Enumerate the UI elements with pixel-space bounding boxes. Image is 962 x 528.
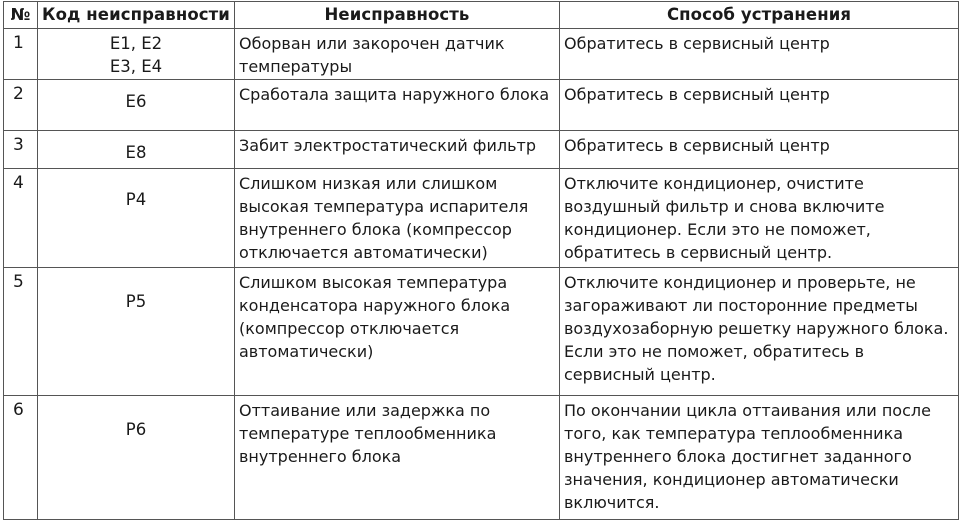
row-fault-text: Оттаивание или задержка по температуре теплообменника внутреннего блока bbox=[239, 401, 497, 466]
row-fault bbox=[235, 396, 560, 520]
row-fix bbox=[560, 396, 959, 520]
row-code-text: E8 bbox=[125, 143, 147, 162]
row-num: 5 bbox=[4, 268, 38, 396]
row-fault bbox=[235, 268, 560, 396]
table-row bbox=[4, 131, 959, 169]
row-num: 3 bbox=[4, 131, 38, 169]
row-fix bbox=[560, 80, 959, 131]
header-num: № bbox=[4, 2, 38, 29]
table-row bbox=[4, 29, 959, 80]
row-code-text: E1, E2 E3, E4 bbox=[109, 34, 163, 76]
row-fault bbox=[235, 169, 560, 268]
header-fix: Способ устранения bbox=[560, 2, 959, 29]
row-fix-text: Обратитесь в сервисный центр bbox=[564, 85, 830, 104]
row-fault bbox=[235, 131, 560, 169]
row-code bbox=[38, 80, 235, 131]
row-code-text: P6 bbox=[125, 420, 147, 439]
row-code-text: E6 bbox=[125, 92, 147, 111]
fault-codes-table bbox=[3, 1, 959, 520]
row-fault bbox=[235, 29, 560, 80]
row-fix-text: Отключите кондиционер и проверьте, не загораживают ли посторонние предметы воздухозаборную решетку наружного блока. Если это не поможет, обратитесь в сервисный центр. bbox=[564, 273, 949, 384]
row-fix bbox=[560, 169, 959, 268]
row-num: 2 bbox=[4, 80, 38, 131]
row-num: 6 bbox=[4, 396, 38, 520]
row-fix-text: Обратитесь в сервисный центр bbox=[564, 34, 830, 53]
row-num: 1 bbox=[4, 29, 38, 80]
row-fix bbox=[560, 131, 959, 169]
header-fault: Неисправность bbox=[235, 2, 560, 29]
row-code bbox=[38, 396, 235, 520]
row-num: 4 bbox=[4, 169, 38, 268]
row-fault-text: Слишком высокая температура конденсатора наружного блока (компрессор отключается автоматически) bbox=[239, 273, 511, 361]
row-code bbox=[38, 131, 235, 169]
table-row bbox=[4, 396, 959, 520]
row-code-text: P5 bbox=[125, 292, 147, 311]
row-fault-text: Сработала защита наружного блока bbox=[239, 85, 550, 104]
row-fault-text: Забит электростатический фильтр bbox=[239, 136, 537, 155]
row-fix bbox=[560, 268, 959, 396]
header-code: Код неисправности bbox=[38, 2, 235, 29]
table-row bbox=[4, 169, 959, 268]
row-fault bbox=[235, 80, 560, 131]
row-fix bbox=[560, 29, 959, 80]
row-fix-text: Отключите кондиционер, очистите воздушный фильтр и снова включите кондиционер. Если это не поможет, обратитесь в сервисный центр. bbox=[564, 174, 885, 262]
row-code bbox=[38, 268, 235, 396]
row-fix-text: По окончании цикла оттаивания или после того, как температура теплообменника внутреннего блока достигнет заданного значения, кондиционер автоматически включится. bbox=[564, 401, 931, 512]
row-code-text: P4 bbox=[125, 190, 147, 209]
table-row bbox=[4, 80, 959, 131]
row-fault-text: Оборван или закорочен датчик температуры bbox=[239, 34, 505, 76]
row-code bbox=[38, 169, 235, 268]
row-code bbox=[38, 29, 235, 80]
row-fault-text: Слишком низкая или слишком высокая температура испарителя внутреннего блока (компрессор отключается автоматически) bbox=[239, 174, 529, 262]
row-fix-text: Обратитесь в сервисный центр bbox=[564, 136, 830, 155]
table-header-row bbox=[4, 2, 959, 29]
table-row bbox=[4, 268, 959, 396]
